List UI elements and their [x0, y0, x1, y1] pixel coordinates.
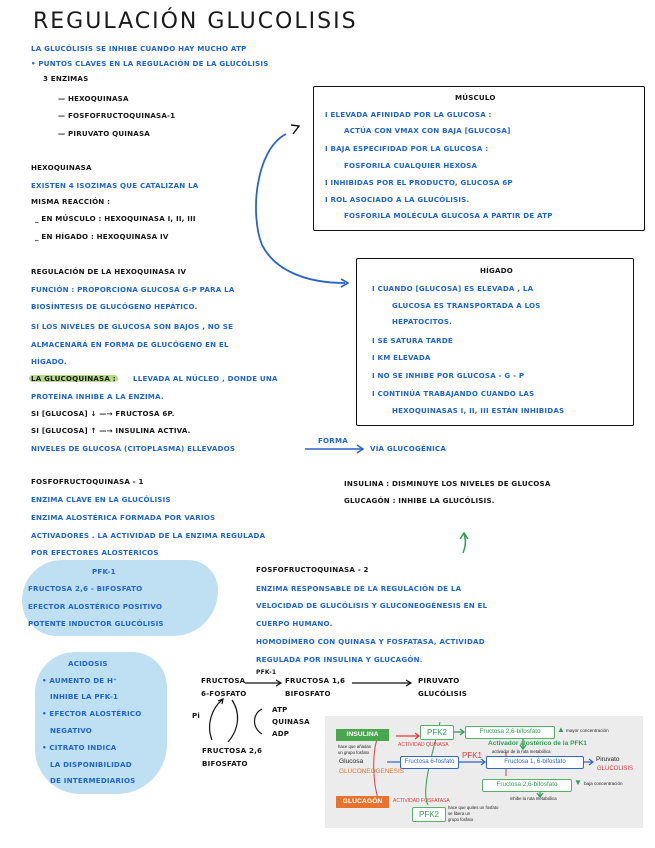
- pfk1-heading: FOSFOFRUCTOQUINASA - 1: [31, 477, 144, 486]
- acidosis-line: • AUMENTO DE H⁺: [42, 676, 118, 685]
- pfk2-bottom-box: PFK2: [412, 807, 446, 822]
- regulacion-line: PROTEÍNA INHIBE A LA ENZIMA.: [31, 392, 164, 401]
- higado-line: GLUCOSA ES TRANSPORTADA A LOS: [392, 301, 541, 310]
- pathway-f16: FRUCTOSA 1,6: [285, 676, 346, 685]
- insulina-note: hace que añadas: [338, 744, 371, 749]
- actividad-quinasa-label: ACTIVIDAD QUINASA: [398, 742, 449, 748]
- pfk2-line: REGULADA POR INSULINA Y GLUCAGÓN.: [256, 655, 423, 664]
- regulacion-line: SI LOS NIVELES DE GLUCOSA SON BAJOS , NO SE: [31, 322, 234, 331]
- pfk1-blob-title: PFK-1: [92, 567, 116, 576]
- activador-note: activador de la ruta metabólica: [492, 749, 551, 754]
- higado-line: I CONTINÚA TRABAJANDO CUANDO LAS: [372, 389, 535, 398]
- insulina-badge: INSULINA: [336, 729, 389, 741]
- down-arrow-icon: ▼: [574, 778, 582, 787]
- regulacion-line: BIOSÍNTESIS DE GLUCÓGENO HEPÁTICO.: [31, 302, 198, 311]
- intro-line-1: LA GLUCÓLISIS SE INHIBE CUANDO HAY MUCHO ATP: [31, 44, 247, 53]
- glucagon-badge: GLUCAGÓN: [336, 796, 389, 808]
- regulacion-line: SI [GLUCOSA] ↓ —→ FRUCTOSA 6P.: [31, 409, 175, 418]
- enzyme-item: — PIRUVATO QUINASA: [58, 129, 150, 138]
- pfk2-line: ENZIMA RESPONSABLE DE LA REGULACIÓN DE LA: [256, 584, 462, 593]
- f26-bottom-box: Fructosa 2,6-bifosfato: [482, 779, 572, 792]
- regulacion-line: VÍA GLUCOGÉNICA: [370, 444, 447, 453]
- pfk2-line: VELOCIDAD DE GLUCÓLISIS Y GLUCONEOGÉNESIS EN EL: [256, 601, 488, 610]
- hexoquinasa-line: _ EN HÍGADO : HEXOQUINASA IV: [35, 232, 169, 241]
- gluconeogenesis-label: GLUCONEOGENESIS: [339, 768, 404, 775]
- page-title: REGULACIÓN GLUCOLISIS: [33, 9, 358, 34]
- glucagon-line: GLUCAGÓN : INHIBE LA GLUCÓLISIS.: [344, 496, 495, 505]
- intro-line-3: 3 ENZIMAS: [43, 74, 89, 83]
- up-arrow-icon: ▲: [557, 725, 565, 734]
- higado-line: I KM ELEVADA: [372, 353, 431, 362]
- pathway-pi: Pi: [192, 711, 201, 720]
- mayor-label: mayor concentración: [566, 728, 609, 733]
- pathway-atp: ATP: [272, 705, 288, 714]
- pfk1-line: ENZIMA CLAVE EN LA GLUCÓLISIS: [31, 495, 171, 504]
- pathway-enzyme: PFK-1: [256, 669, 277, 676]
- fosfatasa-note: hace que quites un fosfato: [448, 805, 499, 810]
- acidosis-line: • CITRATO INDICA: [42, 743, 117, 752]
- glucosa-label: Glucosa: [339, 758, 364, 765]
- musculo-line: FOSFORILA MOLÉCULA GLUCOSA A PARTIR DE ATP: [344, 211, 553, 220]
- pfk1-blob-line: POTENTE INDUCTOR GLUCÓLISIS: [28, 619, 164, 628]
- musculo-line: FOSFORILA CUALQUIER HEXOSA: [344, 161, 478, 170]
- f26-top-box: Fructosa 2,6-bifosfato: [465, 726, 555, 739]
- hexoquinasa-line: EXISTEN 4 ISOZIMAS QUE CATALIZAN LA: [31, 181, 199, 190]
- higado-line: I NO SE INHIBE POR GLUCOSA - G - P: [372, 371, 525, 380]
- higado-line: I CUANDO [GLUCOSA] ES ELEVADA , LA: [372, 284, 534, 293]
- hexoquinasa-heading: HEXOQUINASA: [31, 163, 92, 172]
- actividad-fosfatasa-label: ACTIVIDAD FOSFATASA: [393, 798, 450, 804]
- regulacion-line: FUNCIÓN : PROPORCIONA GLUCOSA G-P PARA LA: [31, 285, 235, 294]
- hexoquinasa-line: MISMA REACCIÓN :: [31, 197, 111, 206]
- pathway-f26: BIFOSFATO: [202, 759, 248, 768]
- acidosis-line: LA DISPONIBILIDAD: [50, 760, 132, 769]
- enzyme-item: — FOSFOFRUCTOQUINASA-1: [58, 111, 176, 120]
- f16-box: Fructosa 1, 6-bifosfato: [486, 756, 584, 769]
- pfk1-blob-line: EFECTOR ALOSTÉRICO POSITIVO: [28, 602, 163, 611]
- regulacion-line: LLEVADA AL NÚCLEO , DONDE UNA: [133, 374, 278, 383]
- pathway-quinasa: QUINASA: [272, 717, 310, 726]
- baja-label: baja concentración: [584, 781, 623, 786]
- glucoquinasa-highlight: LA GLUCOQUINASA :: [31, 374, 116, 383]
- acidosis-line: NEGATIVO: [50, 726, 93, 735]
- musculo-line: I ELEVADA AFINIDAD POR LA GLUCOSA :: [325, 110, 492, 119]
- pathway-f6p: FRUCTOSA: [201, 676, 246, 685]
- pathway-piruvato: PIRUVATO: [418, 676, 460, 685]
- musculo-line: ACTÚA CON VMAX CON BAJA [GLUCOSA]: [344, 126, 511, 135]
- hexoquinasa-line: _ EN MÚSCULO : HEXOQUINASA I, II, III: [35, 214, 196, 223]
- acidosis-line: INHIBE LA PFK-1: [50, 692, 119, 701]
- inhibe-label: inhibe la ruta metabólica: [510, 796, 557, 801]
- regulacion-line: SI [GLUCOSA] ↑ —→ INSULINA ACTIVA.: [31, 426, 191, 435]
- pfk1-line: ENZIMA ALOSTÉRICA FORMADA POR VARIOS: [31, 513, 216, 522]
- pfk1-line: POR EFECTORES ALOSTÉRICOS: [31, 548, 159, 557]
- pathway-glucolisis: GLUCÓLISIS: [418, 689, 468, 698]
- higado-line: HEPATOCITOS.: [392, 317, 453, 326]
- pfk1-blob-line: FRUCTOSA 2,6 - BIFOSFATO: [28, 584, 143, 593]
- acidosis-line: DE INTERMEDIARIOS: [50, 776, 136, 785]
- piruvato-label: Piruvato: [596, 756, 620, 763]
- pfk1-label: PFK1: [462, 751, 483, 760]
- acidosis-blob: [35, 652, 167, 794]
- regulacion-line: ALMACENARÁ EN FORMA DE GLUCÓGENO EN EL: [31, 340, 229, 349]
- regulacion-heading: REGULACIÓN DE LA HEXOQUINASA IV: [31, 267, 187, 276]
- pfk2-heading: FOSFOFRUCTOQUINASA - 2: [256, 565, 369, 574]
- pathway-f6p: 6-FOSFATO: [201, 689, 247, 698]
- pfk2-top-box: PFK2: [420, 725, 454, 740]
- f6p-box: Fructosa 6-fosfato: [400, 756, 459, 769]
- pfk2-line: CUERPO HUMANO.: [256, 619, 333, 628]
- musculo-heading: MÚSCULO: [455, 93, 496, 102]
- regulacion-line: NIVELES DE GLUCOSA (CITOPLASMA) ELLEVADOS: [31, 444, 236, 453]
- musculo-line: I ROL ASOCIADO A LA GLUCÓLISIS.: [325, 195, 470, 204]
- activador-label: Activador alostérico de la PFK1: [488, 740, 587, 747]
- musculo-line: I INHIBIDAS POR EL PRODUCTO, GLUCOSA 6P: [325, 178, 513, 187]
- intro-line-2: • PUNTOS CLAVES EN LA REGULACIÓN DE LA GLUCÓLISIS: [31, 59, 269, 68]
- insulina-note: un grupo fosfato: [338, 750, 370, 755]
- pfk2-line: HOMODÍMERO CON QUINASA Y FOSFATASA, ACTIVIDAD: [256, 637, 485, 646]
- glucolisis-label: GLUCOLISIS: [597, 766, 634, 772]
- enzyme-item: — HEXOQUINASA: [58, 94, 129, 103]
- insulina-line: INSULINA : DISMINUYE LOS NIVELES DE GLUCOSA: [344, 479, 551, 488]
- fosfatasa-note: se libera un: [448, 811, 471, 816]
- acidosis-title: ACIDOSIS: [68, 659, 108, 668]
- higado-line: I SE SATURA TARDE: [372, 336, 453, 345]
- musculo-box: [313, 86, 645, 231]
- higado-line: HEXOQUINASAS I, II, III ESTÁN INHIBIDAS: [392, 406, 565, 415]
- pathway-adp: ADP: [272, 729, 290, 738]
- pfk1-line: ACTIVADORES . LA ACTIVIDAD DE LA ENZIMA REGULADA: [31, 531, 266, 540]
- fosfatasa-note: grupo fosfato: [448, 817, 474, 822]
- regulacion-line: HÍGADO.: [31, 357, 67, 366]
- pathway-f26: FRUCTOSA 2,6: [202, 746, 263, 755]
- pathway-f16: BIFOSFATO: [285, 689, 331, 698]
- musculo-line: I BAJA ESPECIFIDAD POR LA GLUCOSA :: [325, 144, 489, 153]
- acidosis-line: • EFECTOR ALOSTÉRICO: [42, 709, 142, 718]
- forma-label: FORMA: [318, 436, 348, 445]
- higado-heading: HÍGADO: [480, 266, 514, 275]
